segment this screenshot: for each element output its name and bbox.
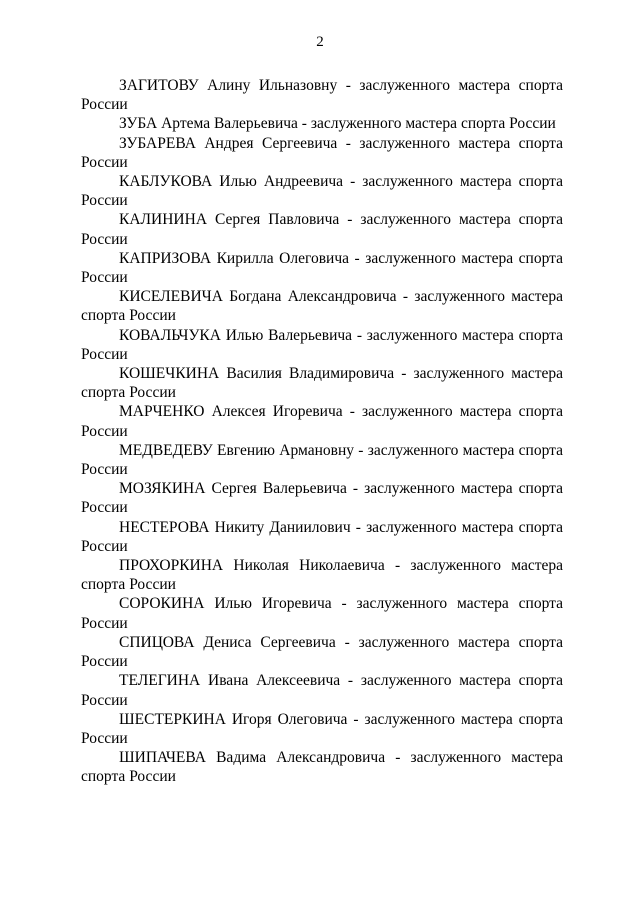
list-item: ЗУБА Артема Валерьевича - заслуженного мастера спорта России [119,115,556,133]
list-item: КАПРИЗОВА Кирилла Олеговича - заслуженного мастера спорта России [81,249,563,287]
list-item: ТЕЛЕГИНА Ивана Алексеевича - заслуженного мастера спорта России [81,672,563,709]
list-item: ЗУБАРЕВА Андрея Сергеевича - заслуженного мастера спорта России [81,134,563,171]
list-item: МОЗЯКИНА Сергея Валерьевича - заслуженного мастера спорта России [81,480,563,517]
list-item: МАРЧЕНКО Алексея Игоревича - заслуженного мастера спорта России [81,403,563,440]
list-item: КОВАЛЬЧУКА Илью Валерьевича - заслуженного мастера спорта России [81,326,563,363]
list-item: ШИПАЧЕВА Вадима Александровича - заслуженного мастера спорта России [81,749,563,786]
list-item: СПИЦОВА Дениса Сергеевича - заслуженного мастера спорта России [81,633,563,671]
list-item: ШЕСТЕРКИНА Игоря Олеговича - заслуженного мастера спорта России [81,710,563,747]
list-item: КИСЕЛЕВИЧА Богдана Александровича - заслуженного мастера спорта России [81,288,563,325]
list-item: ЗАГИТОВУ Алину Ильназовну - заслуженного мастера спорта России [81,77,563,114]
list-item: КОШЕЧКИНА Василия Владимировича - заслуженного мастера спорта России [81,365,563,402]
list-item: СОРОКИНА Илью Игоревича - заслуженного мастера спорта России [81,595,563,632]
list-item: ПРОХОРКИНА Николая Николаевича - заслуженного мастера спорта России [81,557,563,594]
list-item: МЕДВЕДЕВУ Евгению Армановну - заслуженного мастера спорта России [81,441,563,479]
list-item: НЕСТЕРОВА Никиту Даниилович - заслуженного мастера спорта России [81,518,563,555]
page-number: 2 [316,34,324,50]
list-item: КАЛИНИНА Сергея Павловича - заслуженного мастера спорта России [81,211,563,248]
list-item: КАБЛУКОВА Илью Андреевича - заслуженного мастера спорта России [81,173,563,210]
award-list [81,76,563,787]
